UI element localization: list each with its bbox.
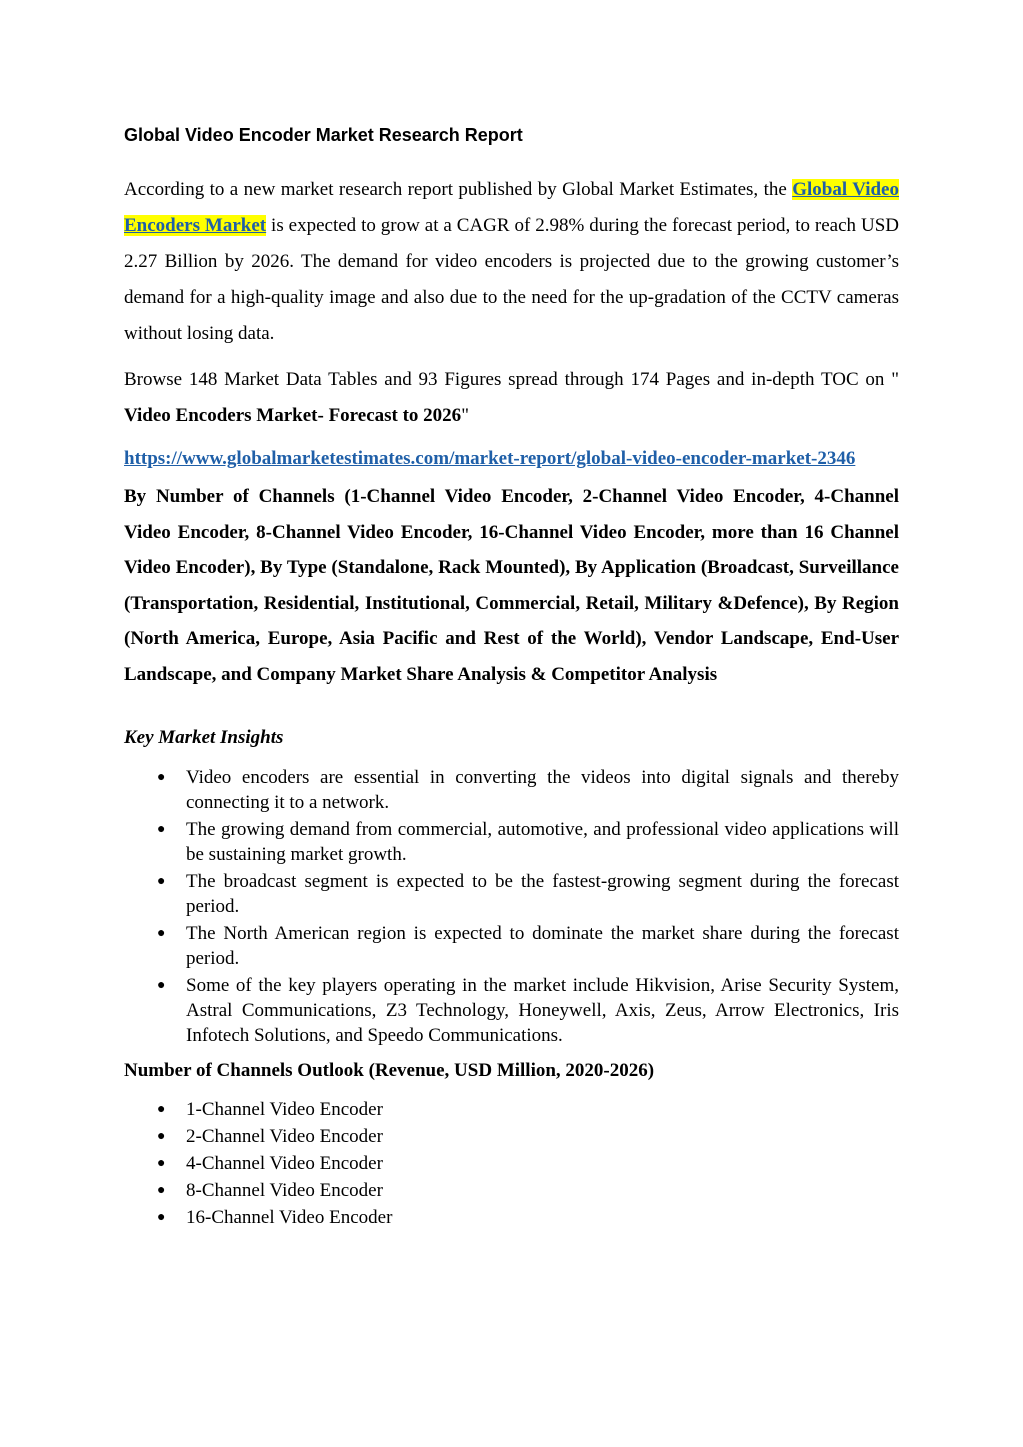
market-link[interactable]: Global Video Encoders Market: [124, 179, 899, 236]
list-item-text: Some of the key players operating in the market include Hikvision, Arise Security System, Astral Communications, Z3 Technology, Honeywell, Axis, Zeus, Arrow Electronics, Iris Infotech Solutions, and Speedo Communications.: [186, 975, 899, 1046]
bullet-icon: ●: [157, 1183, 166, 1198]
intro-text-end: is expected to grow at a CAGR of 2.98% during the forecast period, to reach USD 2.27 Billion by 2026. The demand for video encoders is projected due to the growing customer’s demand for a high-quality image and also due to the need for the up-gradation of the CCTV cameras without losing data.: [124, 215, 899, 344]
channels-outlook-heading: Number of Channels Outlook (Revenue, USD Million, 2020-2026): [124, 1060, 655, 1081]
list-item-text: 1-Channel Video Encoder: [186, 1099, 383, 1120]
report-url-link[interactable]: https://www.globalmarketestimates.com/market-report/global-video-encoder-market-2346: [124, 448, 856, 469]
bullet-icon: ●: [157, 1129, 166, 1144]
key-insights-heading: Key Market Insights: [124, 727, 284, 748]
bullet-icon: ●: [157, 1210, 166, 1225]
bullet-icon: ●: [157, 770, 166, 785]
bullet-icon: ●: [157, 822, 166, 837]
list-item: [124, 1151, 899, 1176]
intro-text-start: According to a new market research report published by Global Market Estimates, the: [124, 179, 793, 200]
list-item: [124, 1205, 899, 1230]
list-item-text: 8-Channel Video Encoder: [186, 1180, 383, 1201]
bullet-icon: ●: [157, 1102, 166, 1117]
segments-paragraph: By Number of Channels (1-Channel Video Encoder, 2-Channel Video Encoder, 4-Channel Video Encoder, 8-Channel Video Encoder, 16-Channel Video Encoder, more than 16 Channel Video Encoder), By Type (Standalone, Rack Mounted), By Application (Broadcast, Surveillance (Transportation, Residential, Institutional, Commercial, Retail, Military &Defence), By Region (North America, Europe, Asia Pacific and Rest of the World), Vendor Landscape, End-User Landscape, and Company Market Share Analysis & Competitor Analysis: [124, 486, 899, 685]
report-title: Global Video Encoder Market Research Report: [124, 125, 523, 145]
list-item: [124, 817, 899, 867]
browse-paragraph: [124, 362, 899, 434]
report-name: Video Encoders Market- Forecast to 2026: [124, 405, 462, 426]
list-item-text: The growing demand from commercial, automotive, and professional video applications will be sustaining market growth.: [186, 819, 899, 865]
list-item: [124, 765, 899, 815]
list-item-text: The broadcast segment is expected to be the fastest-growing segment during the forecast period.: [186, 871, 899, 917]
browse-text-start: Browse 148 Market Data Tables and 93 Figures spread through 174 Pages and in-depth TOC on ": [124, 369, 899, 390]
list-item-text: The North American region is expected to dominate the market share during the forecast period.: [186, 923, 899, 969]
bullet-icon: ●: [157, 926, 166, 941]
list-item: [124, 1097, 899, 1122]
list-item-text: 4-Channel Video Encoder: [186, 1153, 383, 1174]
list-item: [124, 1124, 899, 1149]
intro-paragraph: [124, 172, 899, 352]
list-item-text: 16-Channel Video Encoder: [186, 1207, 393, 1228]
bullet-icon: ●: [157, 1156, 166, 1171]
list-item: [124, 921, 899, 971]
list-item-text: Video encoders are essential in converting the videos into digital signals and thereby connecting it to a network.: [186, 767, 899, 813]
bullet-icon: ●: [157, 978, 166, 993]
list-item: [124, 973, 899, 1048]
bullet-icon: ●: [157, 874, 166, 889]
insights-list: [124, 765, 899, 1048]
browse-text-end: ": [461, 405, 469, 426]
list-item-text: 2-Channel Video Encoder: [186, 1126, 383, 1147]
channels-list: [124, 1097, 899, 1230]
list-item: [124, 1178, 899, 1203]
list-item: [124, 869, 899, 919]
